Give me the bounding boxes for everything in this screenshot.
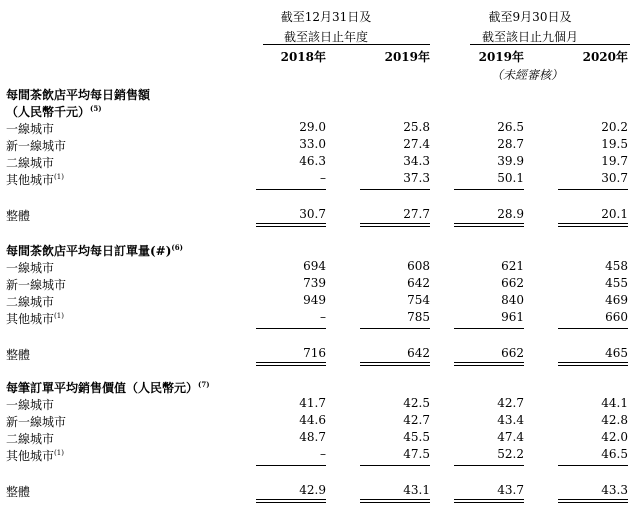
table-cell: 33.0 bbox=[299, 137, 326, 151]
row-label bbox=[6, 154, 54, 171]
year-header-2019a: 2019年 bbox=[384, 50, 430, 64]
table-cell: 41.7 bbox=[299, 396, 326, 410]
table-cell: 27.4 bbox=[403, 137, 430, 151]
total-rule-upper bbox=[360, 223, 430, 224]
table-cell: 19.5 bbox=[601, 137, 628, 151]
total-cell: 716 bbox=[303, 346, 326, 360]
total-rule-lower bbox=[360, 365, 430, 366]
table-cell: 608 bbox=[407, 259, 430, 273]
total-rule-upper bbox=[454, 499, 524, 500]
section-title bbox=[6, 242, 183, 259]
year-header-2020: 2020年 bbox=[582, 50, 628, 64]
subtotal-rule bbox=[360, 189, 430, 190]
table-cell: 42.7 bbox=[403, 413, 430, 427]
table-cell: 25.8 bbox=[403, 120, 430, 134]
row-label-text: 其他城市 bbox=[6, 312, 55, 326]
table-cell: 30.7 bbox=[601, 171, 628, 185]
total-rule-lower bbox=[558, 502, 628, 503]
row-label bbox=[6, 276, 66, 293]
row-label bbox=[6, 137, 66, 154]
row-label-text: 其他城市 bbox=[6, 449, 55, 463]
group1-header-line2: 截至該日止年度 bbox=[283, 30, 369, 44]
total-cell: 662 bbox=[501, 346, 524, 360]
table-cell: 458 bbox=[605, 259, 628, 273]
total-rule-upper bbox=[360, 362, 430, 363]
section-title-text: 每筆訂單平均銷售價值（人民幣元） bbox=[6, 381, 199, 395]
table-cell: 34.3 bbox=[403, 154, 430, 168]
total-rule-lower bbox=[454, 502, 524, 503]
total-rule-upper bbox=[256, 223, 326, 224]
row-label-text: 一線城市 bbox=[6, 398, 55, 412]
row-label-text: 新一線城市 bbox=[6, 139, 67, 153]
table-cell: 44.1 bbox=[601, 396, 628, 410]
group1-header-rule bbox=[263, 44, 430, 45]
total-rule-lower bbox=[558, 226, 628, 227]
total-rule-upper bbox=[360, 499, 430, 500]
subtotal-rule bbox=[360, 328, 430, 329]
footnote-marker: (5) bbox=[90, 104, 102, 113]
table-cell: 19.7 bbox=[601, 154, 628, 168]
row-label bbox=[6, 120, 54, 137]
row-label bbox=[6, 447, 64, 464]
total-rule-upper bbox=[558, 223, 628, 224]
total-rule-lower bbox=[256, 365, 326, 366]
group2-header-line2: 截至該日止九個月 bbox=[481, 30, 579, 44]
total-rule-upper bbox=[256, 499, 326, 500]
group1-header-line1: 截至12月31日及 bbox=[280, 10, 372, 24]
table-cell: 42.0 bbox=[601, 430, 628, 444]
total-rule-lower bbox=[454, 365, 524, 366]
total-cell: 465 bbox=[605, 346, 628, 360]
table-cell: 47.4 bbox=[497, 430, 524, 444]
section-subtitle-text: （人民幣千元） bbox=[6, 105, 91, 119]
table-cell: 961 bbox=[501, 310, 524, 324]
table-cell: – bbox=[320, 447, 326, 461]
row-label-text: 一線城市 bbox=[6, 261, 55, 275]
table-cell: 46.5 bbox=[601, 447, 628, 461]
table-cell: 949 bbox=[303, 293, 326, 307]
total-rule-upper bbox=[558, 362, 628, 363]
table-cell: 660 bbox=[605, 310, 628, 324]
table-cell: 754 bbox=[407, 293, 430, 307]
unaudited-note: （未經審核） bbox=[490, 68, 564, 82]
year-header-2018: 2018年 bbox=[280, 50, 326, 64]
section-subtitle bbox=[6, 103, 102, 120]
total-rule-lower bbox=[360, 502, 430, 503]
table-cell: 455 bbox=[605, 276, 628, 290]
table-cell: 43.4 bbox=[497, 413, 524, 427]
row-label bbox=[6, 413, 66, 430]
total-label: 整體 bbox=[6, 348, 31, 362]
subtotal-rule bbox=[454, 189, 524, 190]
footnote-marker: (1) bbox=[54, 449, 64, 457]
row-label-text: 其他城市 bbox=[6, 173, 55, 187]
total-cell: 43.1 bbox=[403, 483, 430, 497]
total-rule-lower bbox=[454, 226, 524, 227]
total-rule-lower bbox=[256, 226, 326, 227]
table-cell: 28.7 bbox=[497, 137, 524, 151]
table-cell: 785 bbox=[407, 310, 430, 324]
table-cell: 45.5 bbox=[403, 430, 430, 444]
total-cell: 27.7 bbox=[403, 207, 430, 221]
total-label: 整體 bbox=[6, 209, 31, 223]
row-label-text: 二線城市 bbox=[6, 295, 55, 309]
total-cell: 43.7 bbox=[497, 483, 524, 497]
subtotal-rule bbox=[558, 465, 628, 466]
table-cell: 694 bbox=[303, 259, 326, 273]
table-cell: 44.6 bbox=[299, 413, 326, 427]
footnote-marker: (7) bbox=[198, 380, 210, 389]
group2-header-line1: 截至9月30日及 bbox=[488, 10, 572, 24]
row-label-text: 新一線城市 bbox=[6, 278, 67, 292]
table-cell: 47.5 bbox=[403, 447, 430, 461]
footnote-marker: (6) bbox=[171, 243, 183, 252]
table-cell: 20.2 bbox=[601, 120, 628, 134]
footnote-marker: (1) bbox=[54, 312, 64, 320]
row-label-text: 二線城市 bbox=[6, 432, 55, 446]
table-cell: 50.1 bbox=[497, 171, 524, 185]
row-label bbox=[6, 259, 54, 276]
total-rule-lower bbox=[558, 365, 628, 366]
table-cell: – bbox=[320, 310, 326, 324]
subtotal-rule bbox=[360, 465, 430, 466]
table-cell: 469 bbox=[605, 293, 628, 307]
total-cell: 642 bbox=[407, 346, 430, 360]
group2-header-rule bbox=[470, 44, 630, 45]
table-cell: 46.3 bbox=[299, 154, 326, 168]
year-header-2019b: 2019年 bbox=[478, 50, 524, 64]
table-cell: 42.5 bbox=[403, 396, 430, 410]
total-rule-upper bbox=[558, 499, 628, 500]
table-cell: 621 bbox=[501, 259, 524, 273]
subtotal-rule bbox=[454, 465, 524, 466]
total-rule-lower bbox=[256, 502, 326, 503]
total-rule-upper bbox=[256, 362, 326, 363]
row-label bbox=[6, 430, 54, 447]
table-cell: 39.9 bbox=[497, 154, 524, 168]
table-cell: 840 bbox=[501, 293, 524, 307]
total-cell: 30.7 bbox=[299, 207, 326, 221]
section-title bbox=[6, 379, 210, 396]
table-cell: 26.5 bbox=[497, 120, 524, 134]
table-cell: 37.3 bbox=[403, 171, 430, 185]
table-cell: – bbox=[320, 171, 326, 185]
total-label: 整體 bbox=[6, 485, 31, 499]
total-cell: 28.9 bbox=[497, 207, 524, 221]
section-title bbox=[6, 86, 150, 103]
table-cell: 52.2 bbox=[497, 447, 524, 461]
table-cell: 739 bbox=[303, 276, 326, 290]
subtotal-rule bbox=[558, 328, 628, 329]
section-title-text: 每間茶飲店平均每日訂單量(#) bbox=[6, 244, 172, 258]
table-cell: 662 bbox=[501, 276, 524, 290]
subtotal-rule bbox=[558, 189, 628, 190]
subtotal-rule bbox=[454, 328, 524, 329]
total-cell: 42.9 bbox=[299, 483, 326, 497]
row-label-text: 新一線城市 bbox=[6, 415, 67, 429]
row-label-text: 一線城市 bbox=[6, 122, 55, 136]
table-cell: 642 bbox=[407, 276, 430, 290]
subtotal-rule bbox=[256, 328, 326, 329]
row-label bbox=[6, 396, 54, 413]
row-label bbox=[6, 293, 54, 310]
total-rule-upper bbox=[454, 362, 524, 363]
total-rule-upper bbox=[454, 223, 524, 224]
row-label-text: 二線城市 bbox=[6, 156, 55, 170]
table-cell: 48.7 bbox=[299, 430, 326, 444]
total-rule-lower bbox=[360, 226, 430, 227]
total-cell: 20.1 bbox=[601, 207, 628, 221]
total-cell: 43.3 bbox=[601, 483, 628, 497]
table-cell: 29.0 bbox=[299, 120, 326, 134]
table-cell: 42.7 bbox=[497, 396, 524, 410]
section-title-text: 每間茶飲店平均每日銷售額 bbox=[6, 88, 151, 102]
subtotal-rule bbox=[256, 465, 326, 466]
table-cell: 42.8 bbox=[601, 413, 628, 427]
row-label bbox=[6, 310, 64, 327]
subtotal-rule bbox=[256, 189, 326, 190]
row-label bbox=[6, 171, 64, 188]
footnote-marker: (1) bbox=[54, 173, 64, 181]
